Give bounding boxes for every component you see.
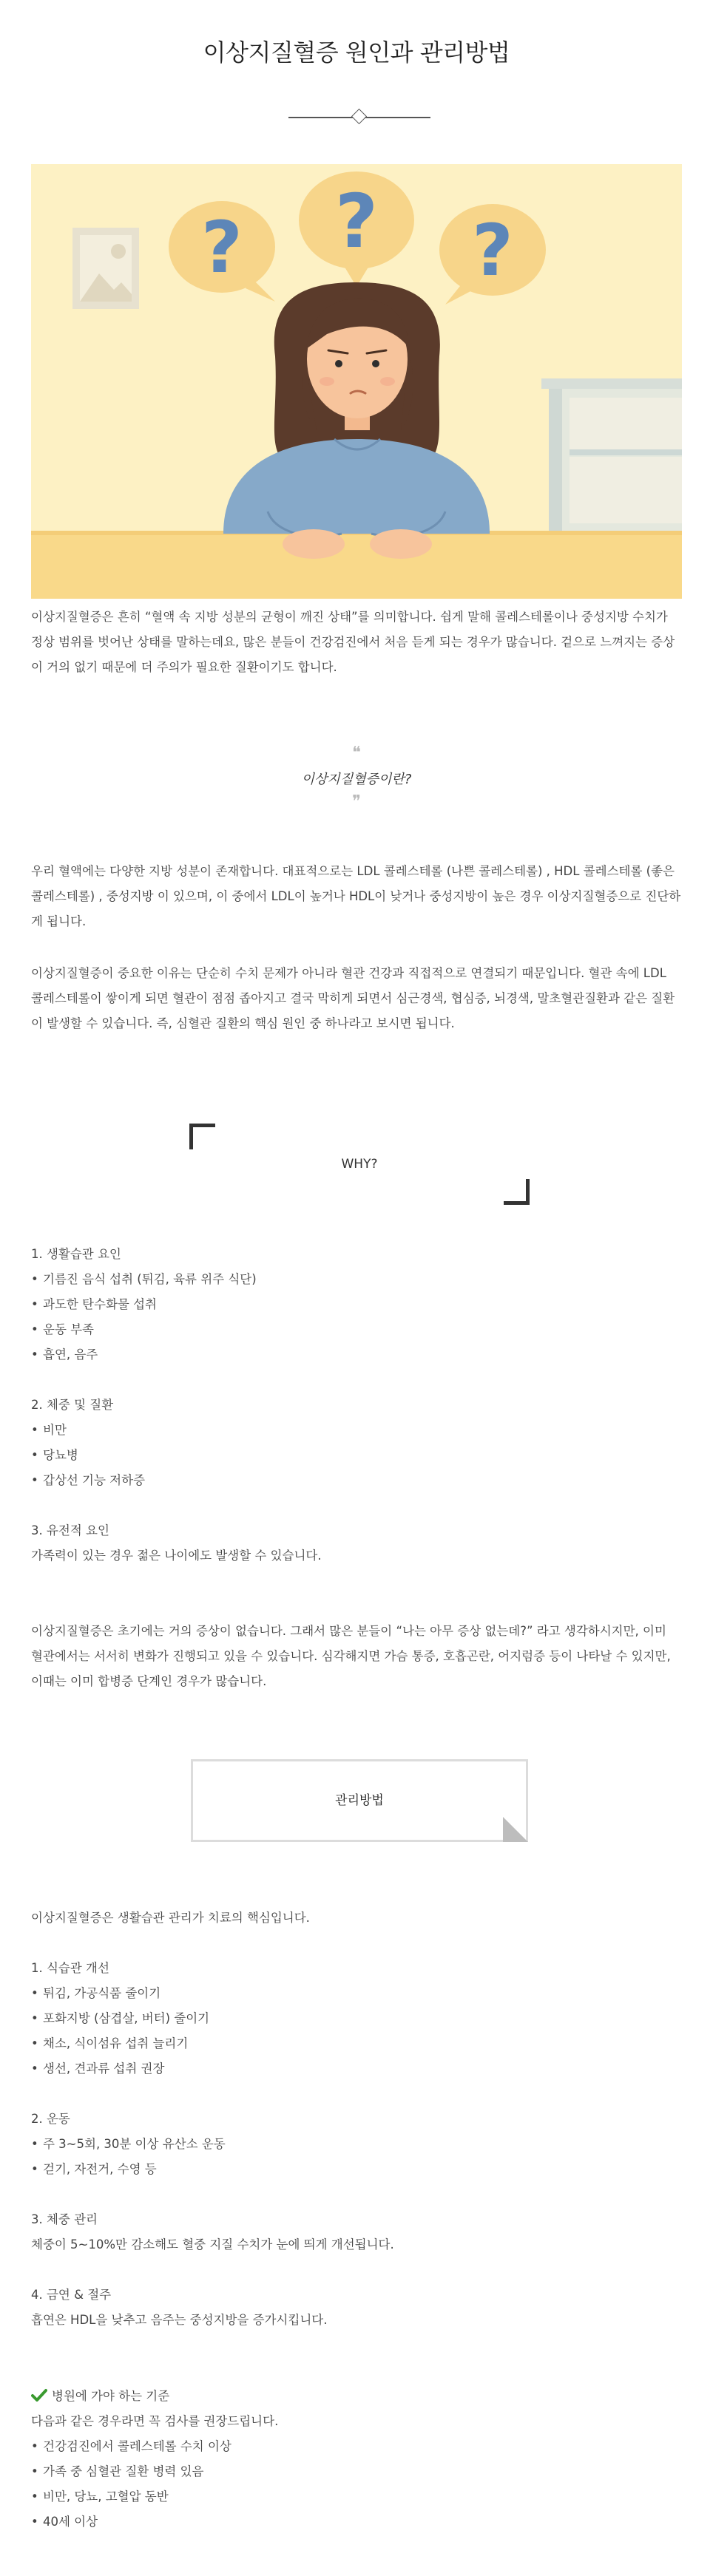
svg-text:?: ?: [334, 178, 379, 265]
svg-text:?: ?: [201, 206, 243, 289]
list-item: • 흡연, 음주: [31, 1348, 98, 1362]
management-group-text: 체중이 5~10%만 감소해도 혈중 지질 수치가 눈에 띄게 개선됩니다.: [31, 2237, 394, 2252]
list-item: • 가족 중 심혈관 질환 병력 있음: [31, 2464, 204, 2478]
corner-bracket-top-left: [189, 1124, 215, 1149]
management-intro: 이상지질혈증은 생활습관 관리가 치료의 핵심입니다.: [31, 1911, 310, 1925]
quote-block: [0, 745, 713, 810]
hospital-subtitle: 다음과 같은 경우라면 꼭 검사를 권장드립니다.: [31, 2414, 279, 2428]
list-item: • 기름진 음식 섭취 (튀김, 육류 위주 식단): [31, 1272, 257, 1286]
management-group-title: 1. 식습관 개선: [31, 1961, 109, 1975]
list-item: • 생선, 견과류 섭취 권장: [31, 2062, 165, 2076]
why-label: WHY?: [341, 1157, 378, 1172]
title-divider: [288, 117, 430, 118]
symptoms-paragraph: 이상지질혈증은 초기에는 거의 증상이 없습니다. 그래서 많은 분들이 “나는 아무 증상 없는데?” 라고 생각하시지만, 이미 혈관에서는 서서히 변화가 진행되고 있을 수 있습니다. 심각해지면 가슴 통증, 호흡곤란, 어지럼증 등이 나타날 수 있지만, 이때는 이미 합병증 단계인 경우가 많습니다.: [31, 1624, 671, 1688]
hospital-title: 병원에 가야 하는 기준: [52, 2389, 170, 2403]
page-title: 이상지질혈증 원인과 관리방법: [203, 38, 510, 67]
quote-close-icon: ❞: [352, 792, 361, 811]
cabinet-icon: [541, 378, 682, 531]
svg-text:?: ?: [472, 209, 513, 292]
list-item: • 주 3~5회, 30분 이상 유산소 운동: [31, 2137, 226, 2151]
list-item: • 40세 이상: [31, 2515, 98, 2529]
management-group-title: 2. 운동: [31, 2112, 70, 2126]
list-item: • 갑상선 기능 저하증: [31, 1473, 146, 1487]
causes-section: [31, 1242, 682, 1569]
corner-bracket-bottom-right: [504, 1179, 530, 1205]
management-group-title: 3. 체중 관리: [31, 2212, 98, 2226]
management-group-title: 4. 금연 & 절주: [31, 2288, 112, 2302]
list-item: • 채소, 식이섬유 섭취 늘리기: [31, 2036, 189, 2050]
why-heading-box: [189, 1124, 530, 1205]
definition-paragraph-2: 이상지질혈증이 중요한 이유는 단순히 수치 문제가 아니라 혈관 건강과 직접적으로 연결되기 때문입니다. 혈관 속에 LDL 콜레스테롤이 쌓이게 되면 혈관이 점점 좁아지고 결국 막히게 되면서 심근경색, 협심증, 뇌경색, 말초혈관질환과 같은 질환이 발생할 수 있습니다. 즉, 심혈관 질환의 핵심 원인 중 하나라고 보시면 됩니다.: [31, 966, 675, 1030]
list-item: • 운동 부족: [31, 1322, 95, 1336]
cause-group-title: 3. 유전적 요인: [31, 1523, 109, 1537]
picture-frame-icon: [72, 228, 139, 309]
list-item: • 걷기, 자전거, 수영 등: [31, 2162, 157, 2176]
list-item: • 비만: [31, 1423, 67, 1437]
page-fold-icon: [503, 1817, 528, 1842]
cause-group-title: 1. 생활습관 요인: [31, 1247, 121, 1261]
hospital-criteria-section: [31, 2384, 682, 2535]
diamond-divider-icon: [351, 109, 367, 124]
list-item: • 당뇨병: [31, 1448, 78, 1462]
method-label: 관리방법: [335, 1793, 384, 1808]
management-group-text: 흡연은 HDL을 낮추고 음주는 중성지방을 증가시킵니다.: [31, 2313, 328, 2327]
list-item: • 과도한 탄수화물 섭취: [31, 1297, 157, 1311]
list-item: • 비만, 당뇨, 고혈압 동반: [31, 2490, 169, 2504]
intro-paragraph: 이상지질혈증은 흔히 “혈액 속 지방 성분의 균형이 깨진 상태”를 의미합니다. 쉽게 말해 콜레스테롤이나 중성지방 수치가 정상 범위를 벗어난 상태를 말하는데요, 많은 분들이 건강검진에서 처음 듣게 되는 경우가 많습니다. 겉으로 느껴지는 증상이 거의 없기 때문에 더 주의가 필요한 질환이기도 합니다.: [31, 610, 675, 674]
management-section: [31, 1906, 682, 2333]
cause-group-text: 가족력이 있는 경우 젊은 나이에도 발생할 수 있습니다.: [31, 1549, 322, 1563]
list-item: • 튀김, 가공식품 줄이기: [31, 1986, 161, 2000]
check-icon: [31, 2388, 47, 2403]
confused-woman-illustration: [31, 164, 682, 599]
hospital-title-row: [31, 2384, 682, 2409]
method-heading-box: [191, 1759, 528, 1842]
list-item: • 포화지방 (삼겹살, 버터) 줄이기: [31, 2011, 210, 2025]
quote-text: 이상지질혈증이란?: [301, 772, 412, 787]
list-item: • 건강검진에서 콜레스테롤 수치 이상: [31, 2439, 232, 2453]
quote-open-icon: ❝: [352, 744, 361, 762]
cause-group-title: 2. 체중 및 질환: [31, 1398, 114, 1412]
definition-paragraph-1: 우리 혈액에는 다양한 지방 성분이 존재합니다. 대표적으로는 LDL 콜레스테롤 (나쁜 콜레스테롤) , HDL 콜레스테롤 (좋은 콜레스테롤) , 중성지방 이 있으며, 이 중에서 LDL이 높거나 HDL이 낮거나 중성지방이 높은 경우 이상지질혈증으로 진단하게 됩니다.: [31, 864, 681, 928]
